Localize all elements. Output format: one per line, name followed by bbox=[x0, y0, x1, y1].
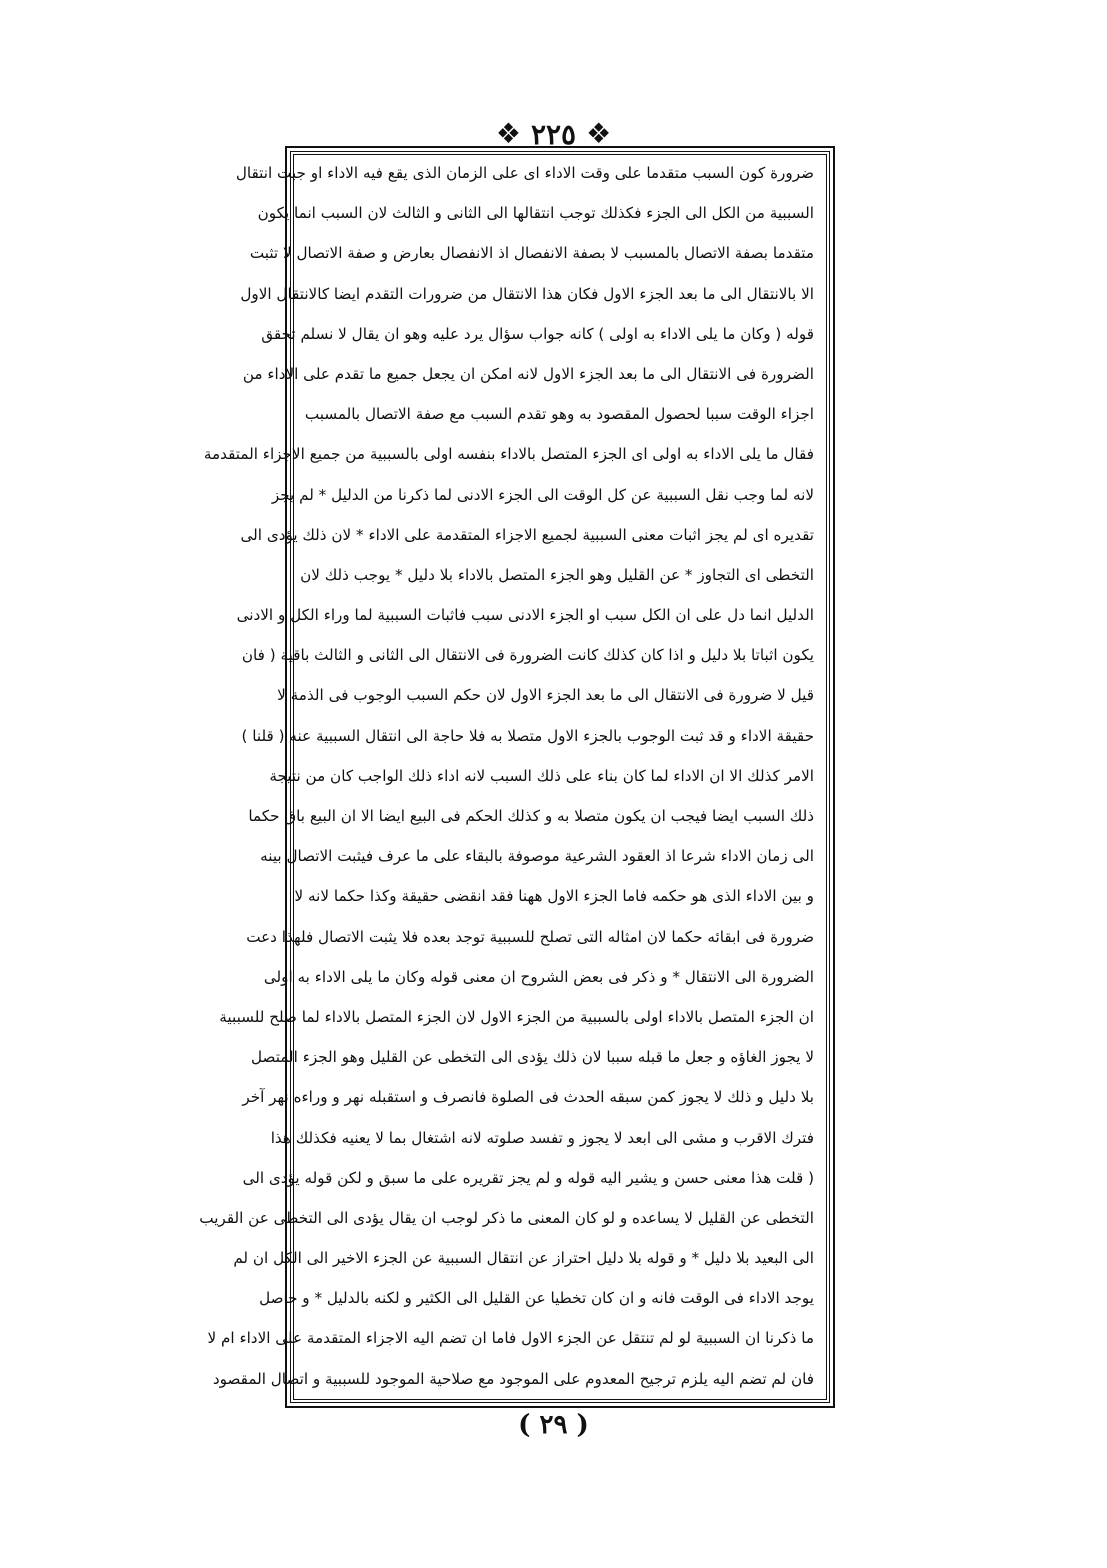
text-line: قيل لا ضرورة فى الانتقال الى ما بعد الجزء الاول لان حكم السبب الوجوب فى الذمة لا bbox=[277, 686, 814, 705]
text-line: حقيقة الاداء و قد ثبت الوجوب بالجزء الاول متصلا به فلا حاجة الى انتقال السببية عنه ( قلنا ) bbox=[241, 726, 814, 745]
body-text bbox=[199, 160, 814, 1392]
text-line: فترك الاقرب و مشى الى ابعد لا يجوز و تفسد صلوته لانه اشتغال بما لا يعنيه فكذلك هذا bbox=[270, 1128, 814, 1147]
text-line: الى البعيد بلا دليل * و قوله بلا دليل احتراز عن انتقال السببية عن الجزء الاخير الى الكل ان لم bbox=[233, 1249, 814, 1268]
text-line: الامر كذلك الا ان الاداء لما كان بناء على ذلك السبب لانه اداء ذلك الواجب كان من نتيجة bbox=[269, 766, 814, 785]
signature-number: ( ٢٩ ) bbox=[518, 1410, 589, 1440]
text-line: تقديره اى لم يجز اثبات معنى السببية لجميع الاجزاء المتقدمة على الاداء * لان ذلك يؤدى الى bbox=[240, 525, 814, 544]
text-line: يكون اثباتا بلا دليل و اذا كان كذلك كانت الضرورة فى الانتقال الى الثانى و الثالث باقية ( فان bbox=[241, 646, 814, 665]
text-line: لا يجوز الغاؤه و جعل ما قبله سببا لان ذلك يؤدى الى التخطى عن القليل وهو الجزء المتصل bbox=[251, 1048, 814, 1067]
text-line: التخطى اى التجاوز * عن القليل وهو الجزء المتصل بالاداء بلا دليل * يوجب ذلك لان bbox=[300, 565, 814, 584]
text-line: ضرورة كون السبب متقدما على وقت الاداء اى على الزمان الذى يقع فيه الاداء او جبت انتقال bbox=[235, 164, 814, 182]
text-line: التخطى عن القليل لا يساعده و لو كان المعنى ما ذكر لوجب ان يقال يؤدى الى التخطى عن القريب bbox=[199, 1208, 814, 1227]
text-line: متقدما بصفة الاتصال بالمسبب لا بصفة الانفصال اذ الانفصال بعارض و صفة الاتصال لا تثبت bbox=[249, 244, 814, 263]
text-line: ان الجزء المتصل بالاداء اولى بالسببية من الجزء الاول لان الجزء المتصل بالاداء لما صلح للسببية bbox=[219, 1007, 814, 1026]
text-line: قوله ( وكان ما يلى الاداء به اولى ) كانه جواب سؤال يرد عليه وهو ان يقال لا نسلم تحقق bbox=[261, 324, 814, 343]
text-line: فان لم تضم اليه يلزم ترجيح المعدوم على الموجود مع صلاحية الموجود للسببية و اتصال المقصود bbox=[212, 1369, 814, 1388]
text-line: الى زمان الاداء شرعا اذ العقود الشرعية موصوفة بالبقاء على ما عرف فيثبت الاتصال بينه bbox=[260, 847, 814, 866]
text-line: ضرورة فى ابقائه حكما لان امثاله التى تصلح للسببية توجد بعده فلا يثبت الاتصال فلهذا دعت bbox=[246, 927, 814, 946]
text-line: الدليل انما دل على ان الكل سبب او الجزء الادنى سبب فاثبات السببية لما وراء الكل و الادنى bbox=[236, 606, 814, 625]
text-line: ( قلت هذا معنى حسن و يشير اليه قوله و لم يجز تقريره على ما سبق و لكن قوله يؤدى الى bbox=[242, 1168, 814, 1187]
text-line: ذلك السبب ايضا فيجب ان يكون متصلا به و كذلك الحكم فى البيع ايضا الا ان البيع باق حكما bbox=[248, 807, 814, 825]
text-line: الا بالانتقال الى ما بعد الجزء الاول فكان هذا الانتقال من ضرورات التقدم ايضا كالانتقال الاول bbox=[240, 284, 814, 303]
page-header bbox=[0, 112, 1107, 156]
text-line: فقال ما يلى الاداء به اولى اى الجزء المتصل بالاداء بنفسه اولى بالسببية من جميع الاجزاء المتقدمة bbox=[203, 445, 814, 464]
text-line: السببية من الكل الى الجزء فكذلك توجب انتقالها الى الثانى و الثالث لان السبب انما يكون bbox=[257, 204, 814, 223]
text-line: يوجد الاداء فى الوقت فانه و ان كان تخطيا عن القليل الى الكثير و لكنه بالدليل * و حاصل bbox=[259, 1289, 814, 1308]
ornament-icon: ❖ bbox=[495, 117, 521, 150]
text-line: لانه لما وجب نقل السببية عن كل الوقت الى الجزء الادنى لما ذكرنا من الدليل * لم يجز bbox=[271, 485, 814, 504]
text-line: ما ذكرنا ان السببية لو لم تنتقل عن الجزء الاول فاما ان تضم اليه الاجزاء المتقدمة على الاداء ام لا bbox=[207, 1329, 814, 1348]
ornament-icon: ❖ bbox=[586, 117, 612, 150]
text-line: الضرورة فى الانتقال الى ما بعد الجزء الاول لانه امكن ان يجعل جميع ما تقدم على الاداء من bbox=[242, 364, 814, 383]
text-line: الضرورة الى الانتقال * و ذكر فى بعض الشروح ان معنى قوله وكان ما يلى الاداء به اولى bbox=[263, 967, 814, 986]
page-number: ٢٢٥ bbox=[530, 117, 577, 151]
text-line: بلا دليل و ذلك لا يجوز كمن سبقه الحدث فى الصلوة فانصرف و استقبله نهر و وراءه نهر آخر bbox=[242, 1088, 814, 1107]
text-line: اجزاء الوقت سببا لحصول المقصود به وهو تقدم السبب مع صفة الاتصال بالمسبب bbox=[304, 405, 814, 424]
text-line: و بين الاداء الذى هو حكمه فاما الجزء الاول ههنا فقد انقضى حقيقة وكذا حكما لانه لا bbox=[294, 887, 814, 906]
